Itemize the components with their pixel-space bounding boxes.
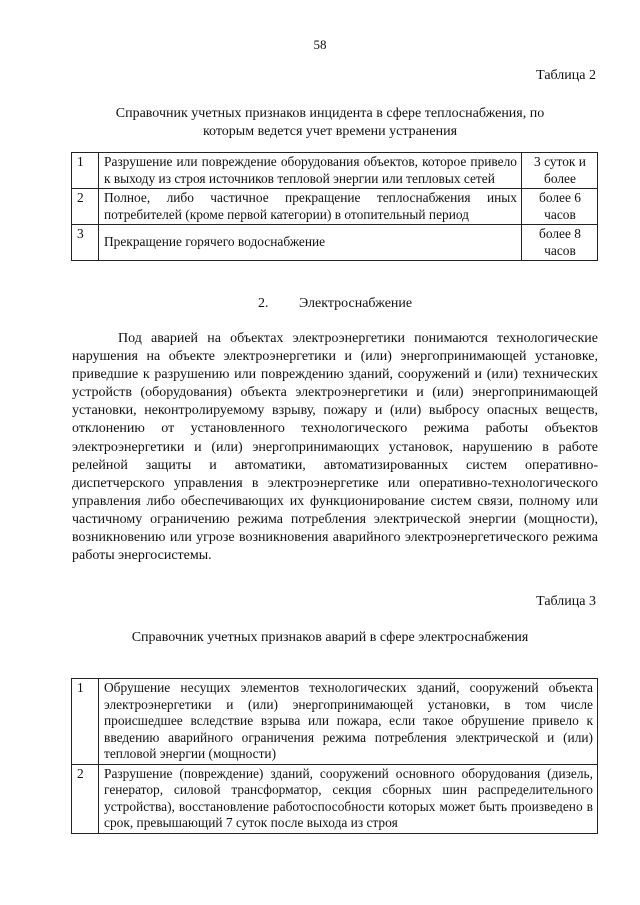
table-3-caption: Справочник учетных признаков аварий в сфере электроснабжения bbox=[131, 630, 529, 645]
row-description: Прекращение горячего водоснабжение bbox=[99, 225, 522, 261]
table-2-caption-line-2: которым ведется учет времени устранения bbox=[202, 124, 458, 139]
table-row bbox=[72, 225, 598, 261]
row-time-value: 3 суток и более bbox=[522, 153, 598, 189]
row-time-value: более 6 часов bbox=[522, 189, 598, 225]
page-number: 58 bbox=[313, 37, 327, 52]
row-time-value: более 8 часов bbox=[522, 225, 598, 261]
row-description: Полное, либо частичное прекращение теплоснабжения иных потребителей (кроме первой категории) в отопительный период bbox=[99, 189, 522, 225]
table-2 bbox=[71, 152, 598, 261]
row-description: Обрушение несущих элементов технологических зданий, сооружений объекта электроэнергетики и (или) энергопринимающей установки, в том числе происшедшее вследствие взрыва или пожара, если такое обрушение привело к введению аварийного ограничения режима потребления электрической и (или) тепловой энергии (мощности) bbox=[99, 679, 598, 765]
row-number: 2 bbox=[72, 189, 99, 225]
table-row bbox=[72, 189, 598, 225]
table-3 bbox=[71, 678, 598, 834]
table-2-caption-line-1: Справочник учетных признаков инцидента в сфере теплоснабжения, по bbox=[115, 106, 545, 121]
table-row bbox=[72, 764, 598, 833]
section-title: Электроснабжение bbox=[299, 296, 413, 311]
table-2-label: Таблица 2 bbox=[536, 68, 596, 83]
row-number: 1 bbox=[72, 153, 99, 189]
table-3-label: Таблица 3 bbox=[536, 594, 596, 609]
row-number: 2 bbox=[72, 764, 99, 833]
row-number: 3 bbox=[72, 225, 99, 261]
table-2-caption bbox=[60, 105, 600, 141]
row-description: Разрушение или повреждение оборудования объектов, которое привело к выходу из строя источников тепловой энергии или тепловых сетей bbox=[99, 153, 522, 189]
body-paragraph: Под аварией на объектах электроэнергетики понимаются технологические нарушения на объекте электроэнергетики и (или) энергопринимающей установке, приведшие к разрушению или повреждению зданий, сооружений и (или) технических устройств (оборудования) объекта электроэнергетики и (или) энергопринимающей установки, неконтролируемому взрыву, пожару и (или) выбросу опасных веществ, отклонению от установленного технологического режима работы объектов электроэнергетики и (или) энергопринимающих установок, нарушению в работе релейной защиты и автоматики, автоматизированных систем оперативно-диспетчерского управления в электроэнергетике или оперативно-технологического управления либо обеспечивающих их функционирование систем связи, полному или частичному ограничению режима потребления электрической энергии (мощности), возникновению или угрозе возникновения аварийного электроэнергетического режима работы энергосистемы. bbox=[72, 331, 598, 564]
section-number: 2. bbox=[258, 296, 269, 311]
row-description: Разрушение (повреждение) зданий, сооружений основного оборудования (дизель, генератор, силовой трансформатор, секция сборных шин распределительного устройства), восстановление работоспособности которых может быть произведено в срок, превышающий 7 суток после выхода из строя bbox=[99, 764, 598, 833]
row-number: 1 bbox=[72, 679, 99, 765]
table-row bbox=[72, 679, 598, 765]
table-row bbox=[72, 153, 598, 189]
